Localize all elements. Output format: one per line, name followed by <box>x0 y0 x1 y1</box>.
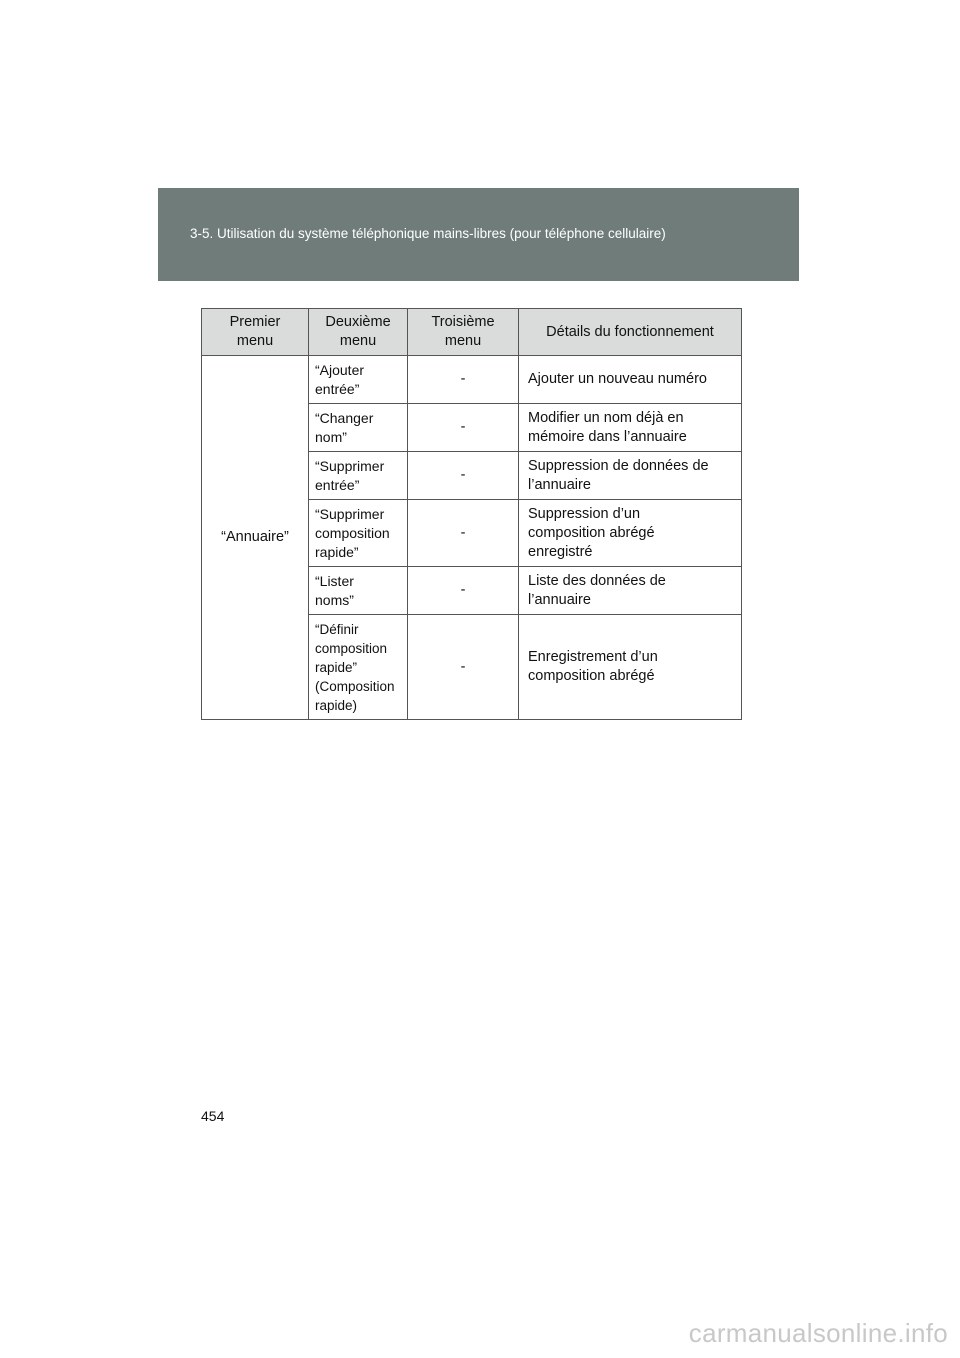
column-header: Premier menu <box>202 309 309 356</box>
third-menu-cell: - <box>408 500 519 567</box>
table-header-row <box>202 309 742 356</box>
second-menu-cell: “Changer nom” <box>309 404 408 452</box>
third-menu-cell: - <box>408 567 519 615</box>
third-menu-cell: - <box>408 452 519 500</box>
second-menu-cell: “Lister noms” <box>309 567 408 615</box>
detail-cell: Enregistrement d’un composition abrégé <box>519 615 742 720</box>
column-header: Deuxième menu <box>309 309 408 356</box>
detail-cell: Liste des données de l’annuaire <box>519 567 742 615</box>
watermark: carmanualsonline.info <box>688 1318 948 1348</box>
detail-cell: Ajouter un nouveau numéro <box>519 356 742 404</box>
third-menu-cell: - <box>408 356 519 404</box>
detail-cell: Suppression d’un composition abrégé enregistré <box>519 500 742 567</box>
first-menu-cell: “Annuaire” <box>202 356 309 720</box>
table-row <box>202 356 742 404</box>
detail-cell: Suppression de données de l’annuaire <box>519 452 742 500</box>
section-title: 3-5. Utilisation du système téléphonique mains-libres (pour téléphone cellulaire) <box>190 226 666 241</box>
column-header: Détails du fonctionnement <box>519 309 742 356</box>
page-number: 454 <box>201 1108 225 1124</box>
third-menu-cell: - <box>408 404 519 452</box>
second-menu-cell: “Supprimer entrée” <box>309 452 408 500</box>
second-menu-cell: “Ajouter entrée” <box>309 356 408 404</box>
menu-table <box>201 308 742 720</box>
second-menu-cell: “Supprimer composition rapide” <box>309 500 408 567</box>
section-header-band <box>158 188 799 281</box>
column-header: Troisième menu <box>408 309 519 356</box>
detail-cell: Modifier un nom déjà en mémoire dans l’annuaire <box>519 404 742 452</box>
second-menu-cell: “Définir composition rapide” (Composition rapide) <box>309 615 408 720</box>
third-menu-cell: - <box>408 615 519 720</box>
